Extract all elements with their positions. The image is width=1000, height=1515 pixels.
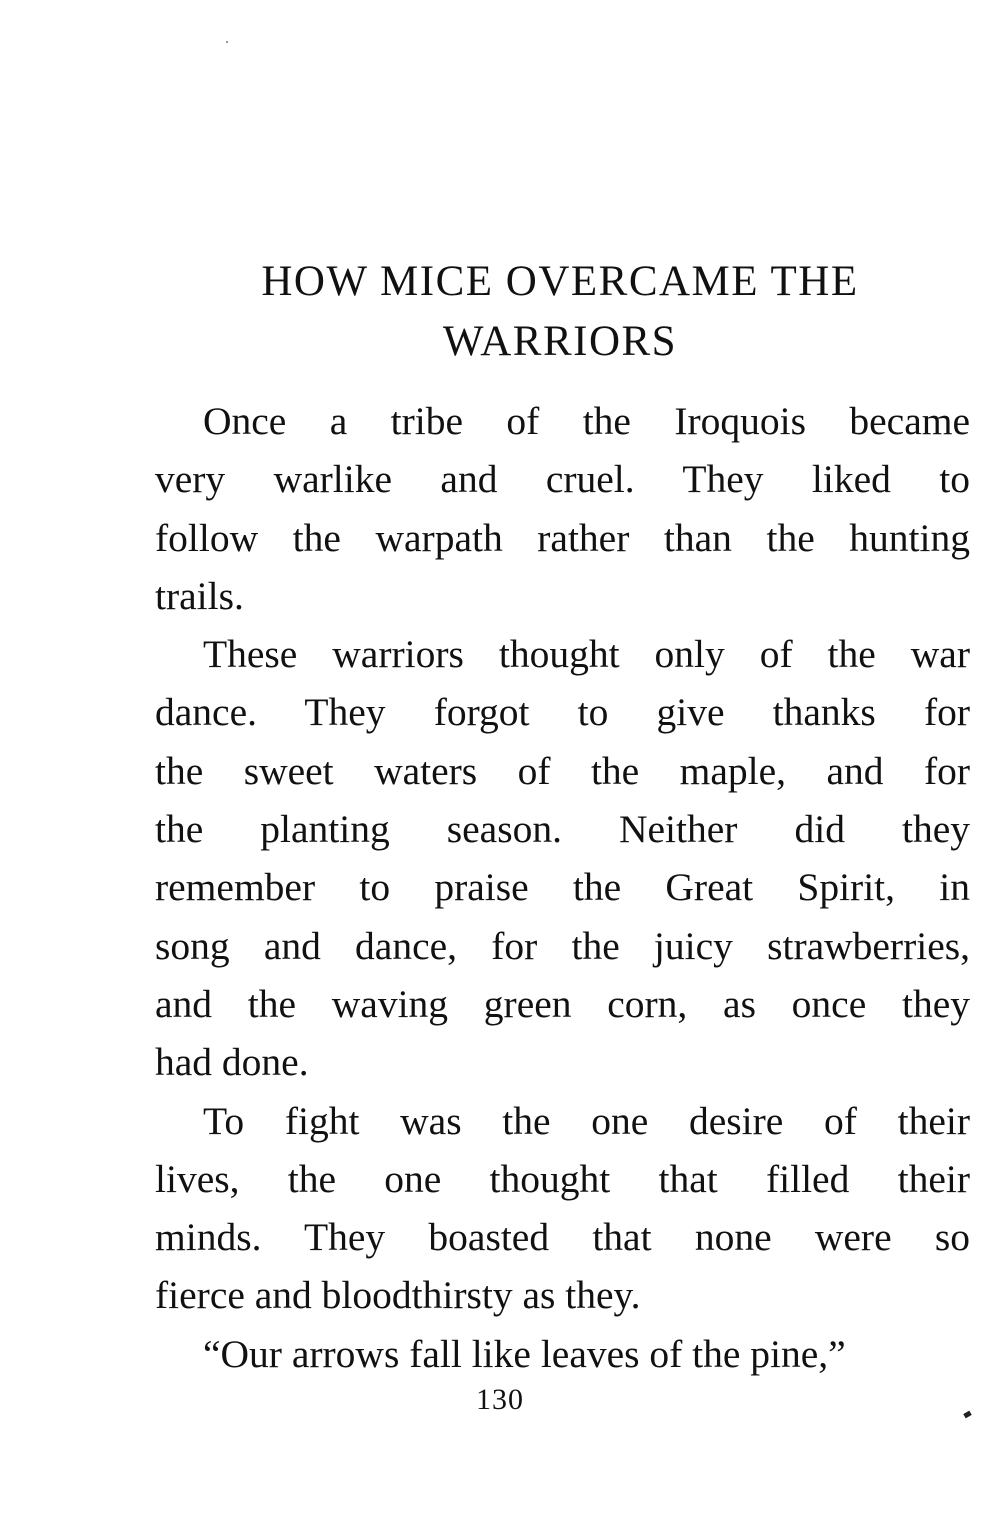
chapter-title-line-1: HOW MICE OVERCAME THE: [261, 258, 859, 305]
text-line: lives, the one thought that filled their: [155, 1156, 970, 1201]
text-line: the planting season. Neither did they: [155, 807, 970, 852]
chapter-title-line-2: WARRIORS: [442, 318, 678, 365]
page-number: 130: [476, 1383, 524, 1416]
paragraph-4: [155, 1325, 970, 1383]
text-line: remember to praise the Great Spirit, in: [155, 865, 970, 910]
text-line: dance. They forgot to give thanks for: [155, 690, 970, 735]
text-line: trails.: [155, 573, 244, 618]
text-line: the sweet waters of the maple, and for: [155, 748, 970, 793]
chapter-body: [155, 392, 970, 1383]
text-line: very warlike and cruel. They liked to: [155, 457, 970, 502]
text-line: and the waving green corn, as once they: [155, 981, 970, 1026]
paragraph-3: [155, 1092, 970, 1325]
text-line: Once a tribe of the Iroquois became: [203, 399, 970, 443]
chapter-title: [150, 252, 970, 372]
text-line: follow the warpath rather than the hunting: [155, 515, 970, 560]
text-line: These warriors thought only of the war: [203, 632, 970, 677]
paragraph-2: [155, 625, 970, 1091]
text-line: minds. They boasted that none were so: [155, 1215, 970, 1260]
text-line: fierce and bloodthirsty as they.: [155, 1273, 641, 1318]
text-line: had done.: [155, 1040, 309, 1085]
paragraph-1: [155, 392, 970, 625]
page-speck: [226, 41, 228, 43]
text-line: “Our arrows fall like leaves of the pine,”: [203, 1331, 846, 1376]
text-line: song and dance, for the juicy strawberries,: [155, 923, 970, 968]
text-line: To fight was the one desire of their: [203, 1098, 970, 1143]
